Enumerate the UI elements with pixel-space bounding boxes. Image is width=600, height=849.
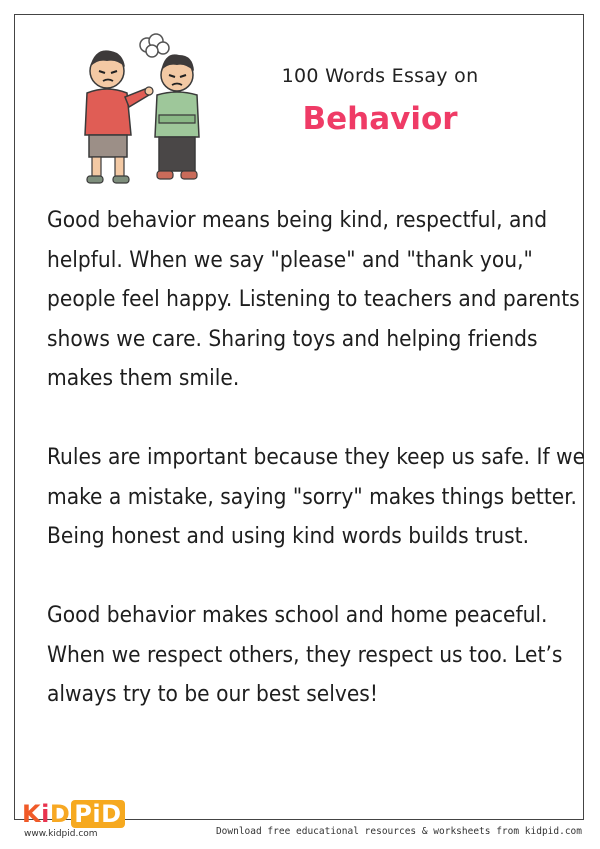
essay-body — [47, 201, 592, 754]
kidpid-logo — [22, 800, 125, 828]
worksheet-page — [14, 14, 584, 820]
logo-letter-i: i — [41, 800, 50, 828]
logo-letter-k: K — [22, 800, 42, 828]
logo-pid-badge: PiD — [71, 800, 124, 828]
logo-url: www.kidpid.com — [24, 829, 98, 839]
essay-title: Behavior — [302, 101, 458, 137]
essay-paragraph-1: Good behavior means being kind, respectful, and helpful. When we say "please" and "thank you," people feel happy. Listening to teachers and parents shows we care. Sharing toys and helping friends makes them smile. — [47, 207, 580, 391]
arguing-boys-illustration — [59, 31, 219, 191]
footer-download-note: Download free educational resources & worksheets from kidpid.com — [215, 826, 582, 837]
logo-letter-d: D — [49, 800, 71, 828]
essay-paragraph-2: Rules are important because they keep us safe. If we make a mistake, saying "sorry" makes things better. Being honest and using kind words builds trust. — [47, 444, 586, 549]
essay-paragraph-3: Good behavior makes school and home peaceful. When we respect others, they respect us too. Let’s always try to be our best selves! — [47, 602, 563, 707]
essay-subtitle: 100 Words Essay on — [281, 65, 479, 87]
